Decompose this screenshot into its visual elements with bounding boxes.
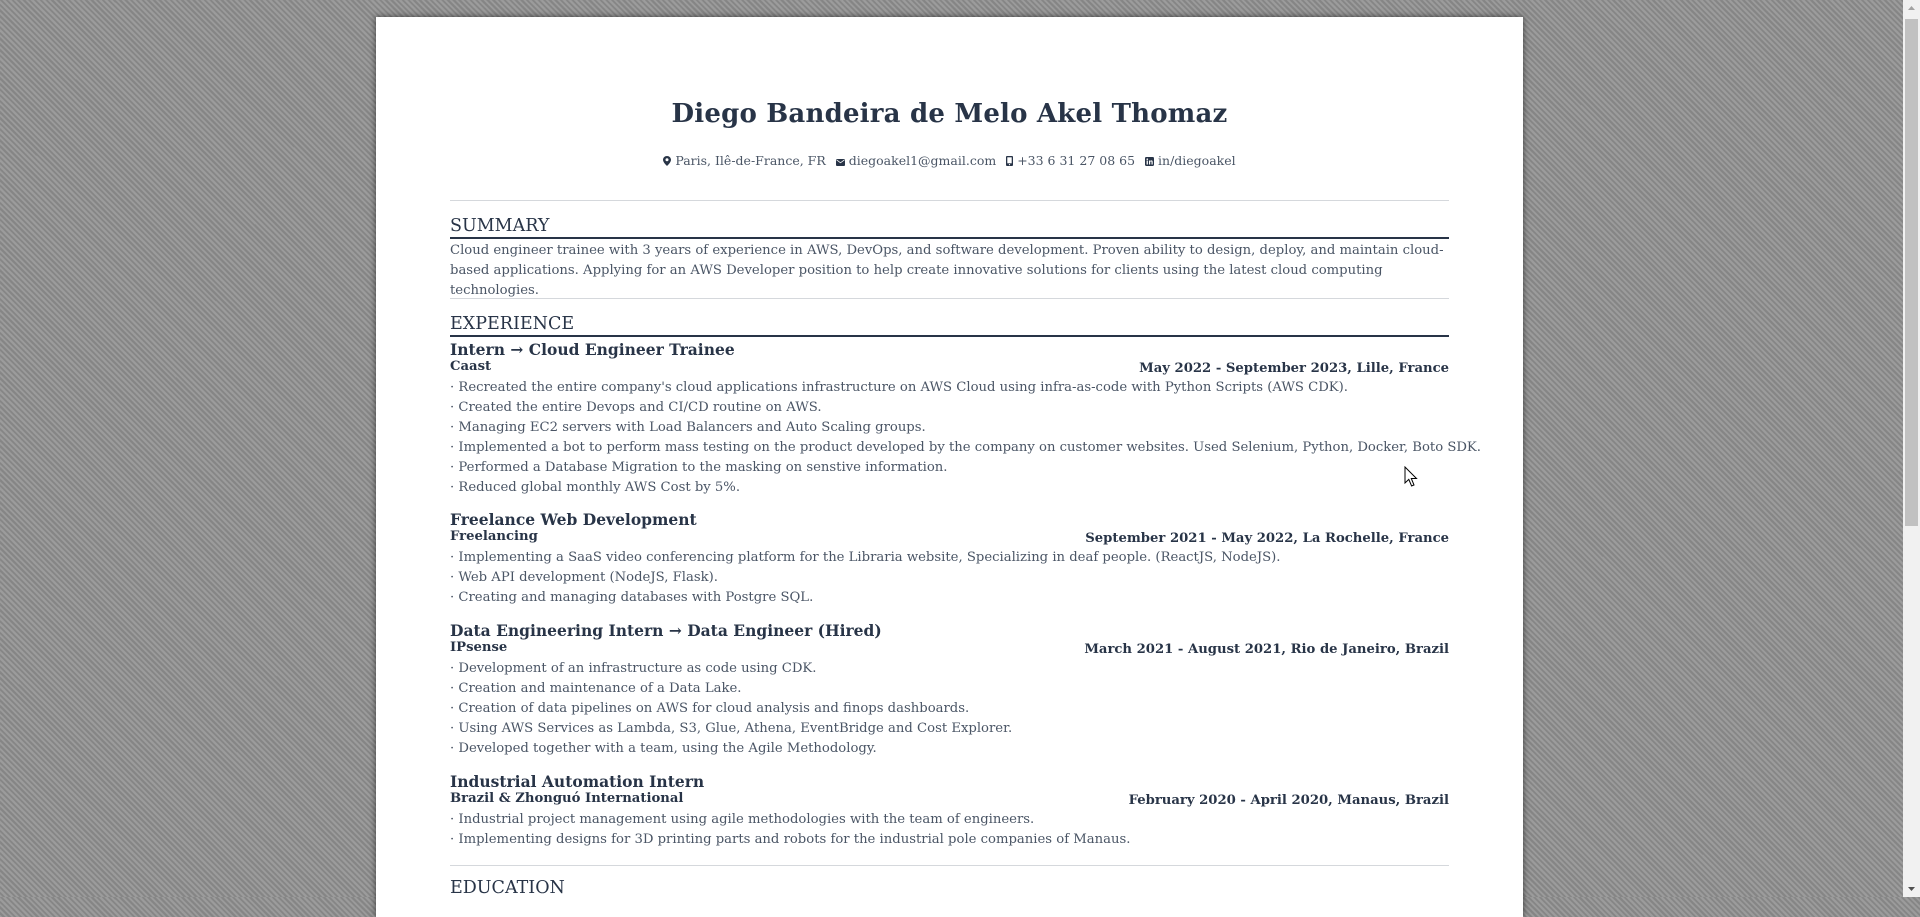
company-name: Freelancing bbox=[450, 529, 538, 544]
envelope-icon bbox=[836, 159, 845, 166]
job-meta bbox=[450, 530, 1449, 548]
job-bullet: · Managing EC2 servers with Load Balancers and Auto Scaling groups. bbox=[450, 420, 926, 435]
scrollbar-thumb[interactable] bbox=[1905, 19, 1918, 526]
job-title: Freelance Web Development bbox=[450, 510, 697, 529]
contact-location: Paris, Ilê-de-France, FR bbox=[663, 153, 825, 168]
scroll-down-arrow-icon[interactable] bbox=[1903, 880, 1920, 897]
job-meta bbox=[450, 360, 1449, 378]
divider bbox=[450, 865, 1449, 866]
job-bullet: · Creating and managing databases with Postgre SQL. bbox=[450, 590, 814, 605]
job-dates-location: February 2020 - April 2020, Manaus, Brazil bbox=[1128, 793, 1449, 808]
section-heading-experience: EXPERIENCE bbox=[450, 313, 1449, 337]
job-bullet: · Developed together with a team, using the Agile Methodology. bbox=[450, 741, 877, 756]
job-title: Industrial Automation Intern bbox=[450, 772, 705, 791]
job-bullet: · Reduced global monthly AWS Cost by 5%. bbox=[450, 480, 741, 495]
job-bullets bbox=[450, 378, 1481, 498]
divider bbox=[450, 200, 1449, 201]
job-dates-location: May 2022 - September 2023, Lille, France bbox=[1139, 361, 1449, 376]
job-bullet: · Recreated the entire company's cloud applications infrastructure on AWS Cloud using infra-as-code with Python Scripts (AWS CDK). bbox=[450, 380, 1348, 395]
job-bullet: · Implemented a bot to perform mass testing on the product developed by the company on customer websites. Used Selenium, Python, Docker, Boto SDK. bbox=[450, 440, 1481, 455]
contact-phone[interactable]: +33 6 31 27 08 65 bbox=[1006, 153, 1135, 168]
job-entry bbox=[450, 772, 1449, 850]
job-bullet: · Industrial project management using agile methodologies with the team of engineers. bbox=[450, 812, 1035, 827]
map-pin-icon bbox=[663, 156, 671, 166]
job-entry bbox=[450, 621, 1449, 759]
job-bullet: · Development of an infrastructure as code using CDK. bbox=[450, 661, 817, 676]
summary-text: Cloud engineer trainee with 3 years of experience in AWS, DevOps, and software development. Proven ability to design, deploy, and maintain cloud-based applications. Applying for an AWS Developer position to help create innovative solutions for clients using the latest cloud computing technologies. bbox=[450, 243, 1444, 298]
job-title: Data Engineering Intern → Data Engineer (Hired) bbox=[450, 621, 882, 640]
candidate-name: Diego Bandeira de Melo Akel Thomaz bbox=[671, 99, 1228, 129]
resume-page bbox=[376, 17, 1523, 917]
job-bullets bbox=[450, 659, 1449, 759]
job-bullet: · Using AWS Services as Lambda, S3, Glue, Athena, EventBridge and Cost Explorer. bbox=[450, 721, 1013, 736]
job-bullet: · Created the entire Devops and CI/CD routine on AWS. bbox=[450, 400, 822, 415]
job-meta bbox=[450, 641, 1449, 659]
job-dates-location: September 2021 - May 2022, La Rochelle, France bbox=[1085, 531, 1449, 546]
scroll-up-arrow-icon[interactable] bbox=[1903, 0, 1920, 17]
job-bullet: · Creation of data pipelines on AWS for cloud analysis and finops dashboards. bbox=[450, 701, 970, 716]
job-entry bbox=[450, 340, 1481, 498]
job-bullet: · Web API development (NodeJS, Flask). bbox=[450, 570, 718, 585]
section-heading-education: EDUCATION bbox=[450, 878, 565, 898]
job-bullets bbox=[450, 810, 1449, 850]
contact-linkedin[interactable]: in/diegoakel bbox=[1145, 153, 1236, 168]
job-bullets bbox=[450, 548, 1449, 608]
job-bullet: · Creation and maintenance of a Data Lake. bbox=[450, 681, 742, 696]
vertical-scrollbar[interactable] bbox=[1903, 0, 1920, 897]
job-bullet: · Implementing a SaaS video conferencing platform for the Libraria website, Specializing in deaf people. (ReactJS, NodeJS). bbox=[450, 550, 1281, 565]
company-name: Caast bbox=[450, 359, 492, 374]
company-name: IPsense bbox=[450, 640, 508, 655]
company-name: Brazil & Zhonguó International bbox=[450, 791, 684, 806]
job-title: Intern → Cloud Engineer Trainee bbox=[450, 340, 735, 359]
job-dates-location: March 2021 - August 2021, Rio de Janeiro, Brazil bbox=[1084, 642, 1449, 657]
linkedin-icon bbox=[1145, 157, 1154, 166]
job-meta bbox=[450, 792, 1449, 810]
contact-email[interactable]: diegoakel1@gmail.com bbox=[836, 153, 996, 168]
mobile-phone-icon bbox=[1006, 156, 1013, 166]
job-bullet: · Implementing designs for 3D printing parts and robots for the industrial pole companies of Manaus. bbox=[450, 832, 1131, 847]
job-bullet: · Performed a Database Migration to the masking on senstive information. bbox=[450, 460, 948, 475]
section-heading-summary: SUMMARY bbox=[450, 215, 1449, 239]
job-entry bbox=[450, 510, 1449, 608]
divider bbox=[450, 298, 1449, 299]
contact-info bbox=[450, 153, 1449, 168]
mouse-pointer-icon bbox=[1404, 466, 1418, 488]
